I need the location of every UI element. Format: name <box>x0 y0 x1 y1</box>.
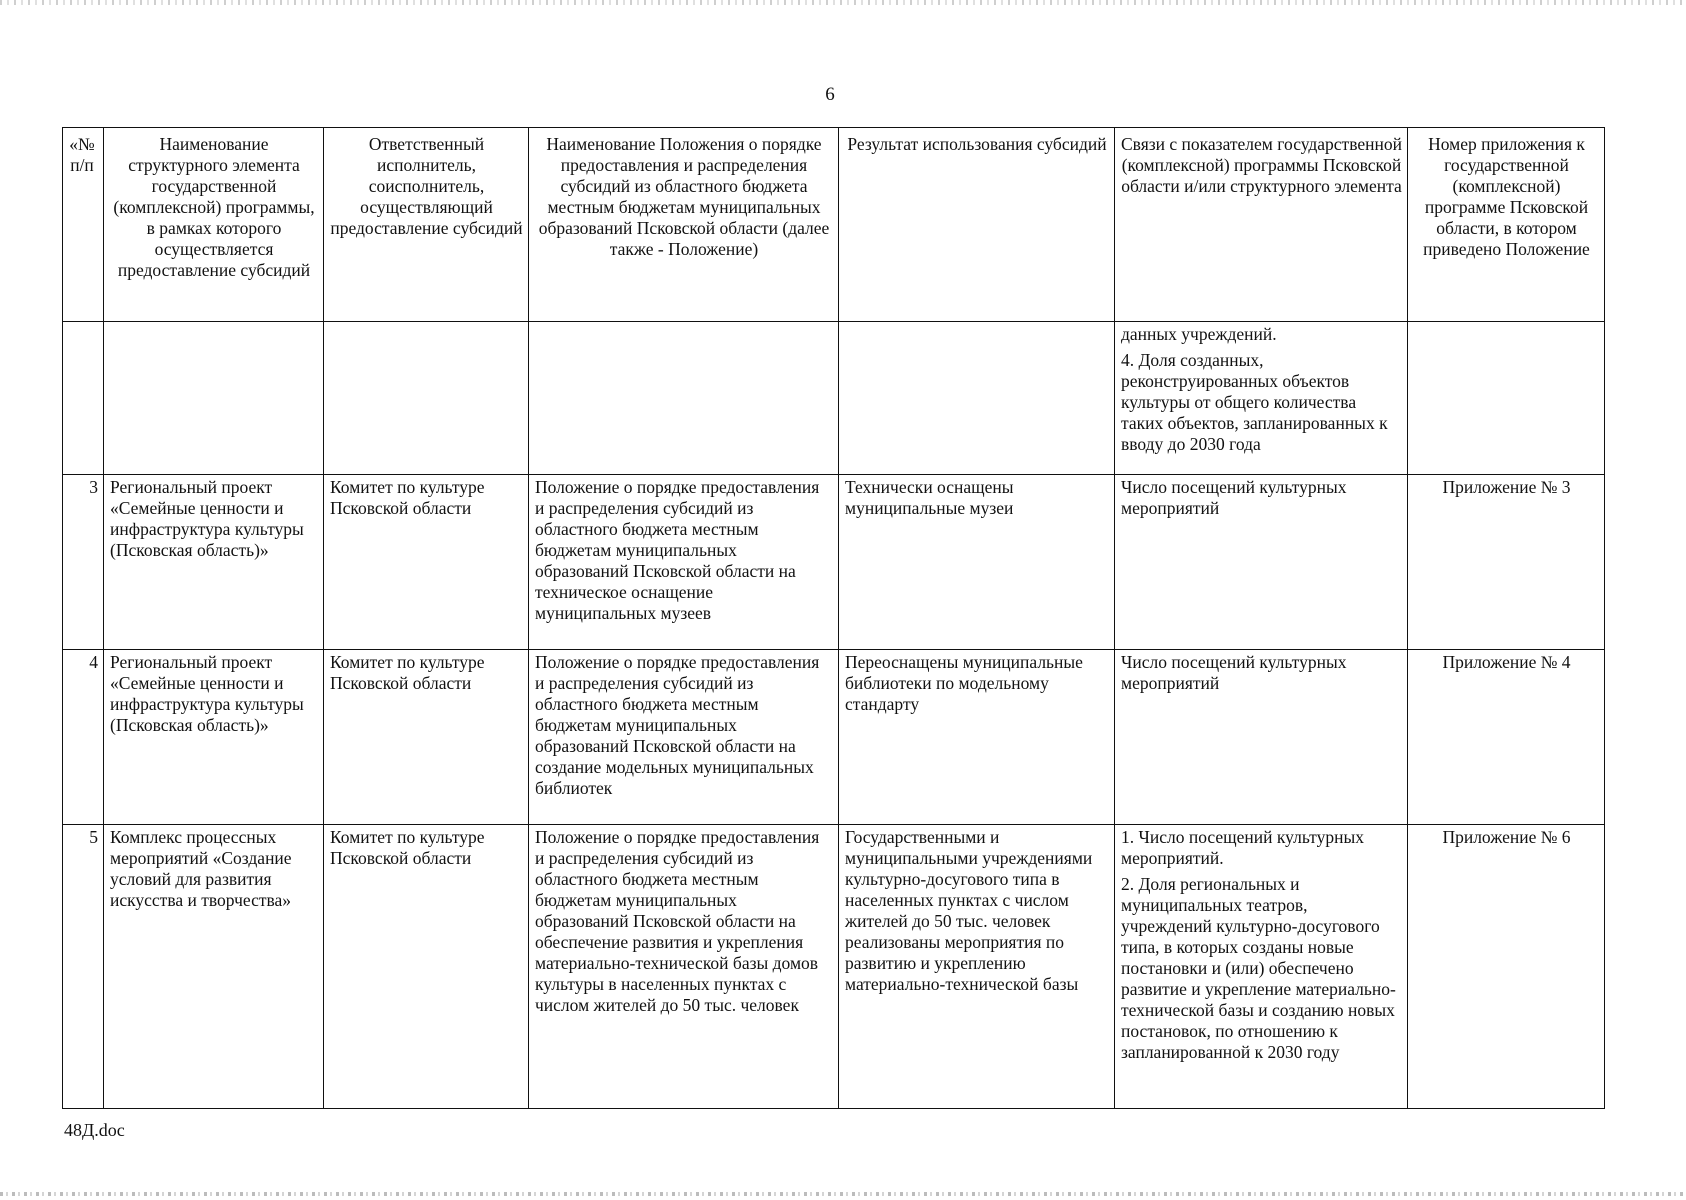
row-links <box>1115 650 1408 825</box>
row-links <box>1115 825 1408 1109</box>
row-number: 5 <box>63 825 104 1109</box>
scan-top-edge <box>0 0 1686 5</box>
row-regulation: Положение о порядке предоставления и распределения субсидий из областного бюджета местным бюджетам муниципальных образований Псковской области на обеспечение развития и укрепления материально-технической базы домов культуры в населенных пунктах с числом жителей до 50 тыс. человек <box>529 825 839 1109</box>
scan-bottom-edge <box>0 1192 1686 1196</box>
row-element: Региональный проект «Семейные ценности и инфраструктура культуры (Псковская область)» <box>104 650 324 825</box>
row-executor: Комитет по культуре Псковской области <box>324 650 529 825</box>
table-row <box>63 650 1605 825</box>
header-appendix: Номер приложения к государственной (комплексной) программе Псковской области, в котором приведено Положение <box>1408 128 1605 322</box>
page-number: 6 <box>825 84 835 105</box>
row-number: 3 <box>63 475 104 650</box>
row-result <box>839 322 1115 475</box>
row-executor: Комитет по культуре Псковской области <box>324 825 529 1109</box>
row-result: Технически оснащены муниципальные музеи <box>839 475 1115 650</box>
links-paragraph: данных учреждений. <box>1121 324 1277 344</box>
table-row <box>63 825 1605 1109</box>
links-paragraph: 2. Доля региональных и муниципальных театров, учреждений культурно-досугового типа, в которых созданы новые постановки и (или) обеспечено развитие и укрепление материально-технической базы и созданию новых постановок, по отношению к запланированной к 2030 году <box>1121 874 1396 1062</box>
row-links <box>1115 475 1408 650</box>
row-regulation: Положение о порядке предоставления и распределения субсидий из областного бюджета местным бюджетам муниципальных образований Псковской области на создание модельных муниципальных библиотек <box>529 650 839 825</box>
row-executor: Комитет по культуре Псковской области <box>324 475 529 650</box>
header-executor: Ответственный исполнитель, соисполнитель, осуществляющий предоставление субсидий <box>324 128 529 322</box>
row-number: 4 <box>63 650 104 825</box>
table-header-row <box>63 128 1605 322</box>
links-paragraph: Число посещений культурных мероприятий <box>1121 652 1347 693</box>
links-paragraph: 4. Доля созданных, реконструированных объектов культуры от общего количества таких объектов, запланированных к вводу до 2030 года <box>1121 350 1388 454</box>
table-row <box>63 322 1605 475</box>
row-element: Региональный проект «Семейные ценности и инфраструктура культуры (Псковская область)» <box>104 475 324 650</box>
row-appendix: Приложение № 4 <box>1408 650 1605 825</box>
row-appendix: Приложение № 6 <box>1408 825 1605 1109</box>
row-element <box>104 322 324 475</box>
row-regulation <box>529 322 839 475</box>
header-regulation: Наименование Положения о порядке предоставления и распределения субсидий из областного бюджета местным бюджетам муниципальных образований Псковской области (далее также - Положение) <box>529 128 839 322</box>
header-number: «№ п/п <box>63 128 104 322</box>
row-result: Государственными и муниципальными учреждениями культурно-досугового типа в населенных пунктах с числом жителей до 50 тыс. человек реализованы мероприятия по развитию и укреплению материально-технической базы <box>839 825 1115 1109</box>
row-result: Переоснащены муниципальные библиотеки по модельному стандарту <box>839 650 1115 825</box>
header-result: Результат использования субсидий <box>839 128 1115 322</box>
header-element: Наименование структурного элемента государственной (комплексной) программы, в рамках которого осуществляется предоставление субсидий <box>104 128 324 322</box>
row-number <box>63 322 104 475</box>
header-links: Связи с показателем государственной (комплексной) программы Псковской области и/или структурного элемента <box>1115 128 1408 322</box>
row-regulation: Положение о порядке предоставления и распределения субсидий из областного бюджета местным бюджетам муниципальных образований Псковской области на техническое оснащение муниципальных музеев <box>529 475 839 650</box>
row-appendix <box>1408 322 1605 475</box>
row-element: Комплекс процессных мероприятий «Создание условий для развития искусства и творчества» <box>104 825 324 1109</box>
subsidies-table <box>62 127 1605 1109</box>
row-appendix: Приложение № 3 <box>1408 475 1605 650</box>
row-links <box>1115 322 1408 475</box>
row-executor <box>324 322 529 475</box>
links-paragraph: 1. Число посещений культурных мероприятий. <box>1121 827 1364 868</box>
document-filename: 48Д.doc <box>64 1120 125 1140</box>
table-row <box>63 475 1605 650</box>
links-paragraph: Число посещений культурных мероприятий <box>1121 477 1347 518</box>
